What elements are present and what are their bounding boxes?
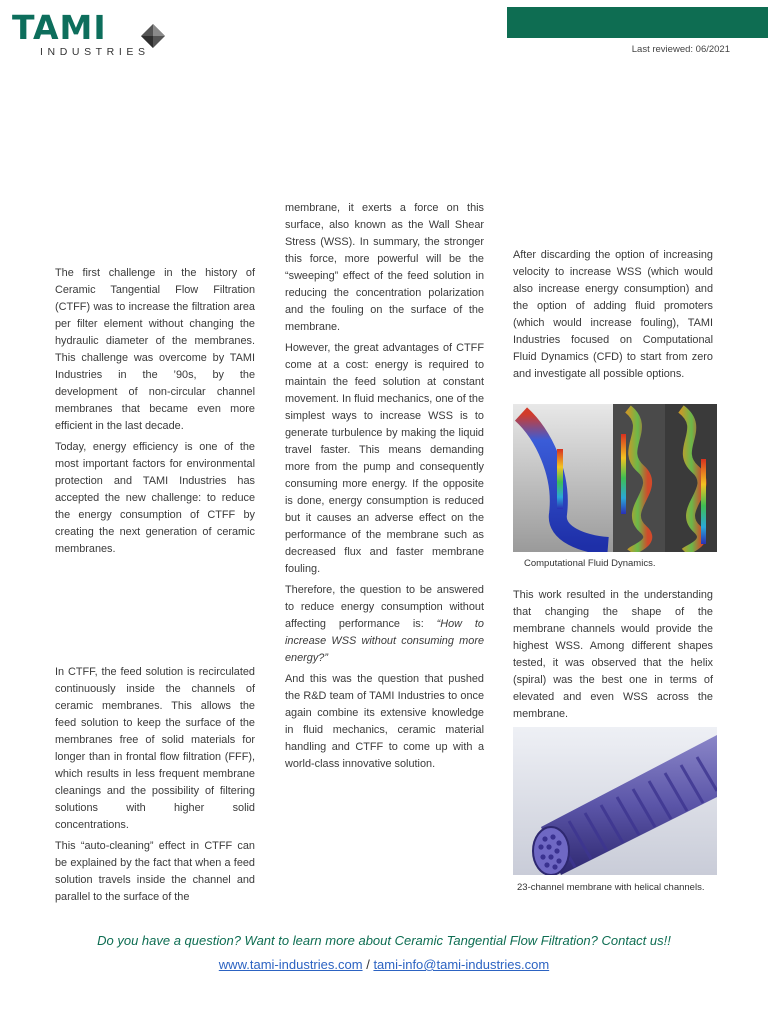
helical-membrane-image (513, 727, 717, 875)
column-3-top (513, 247, 713, 387)
logo-subtitle: INDUSTRIES (40, 46, 150, 58)
column-1-top (55, 265, 255, 562)
paragraph: This “auto-cleaning” effect in CTFF can be explained by the fact that when a feed solution travels inside the channel and parallel to the surface of the (55, 840, 255, 903)
website-link[interactable]: www.tami-industries.com (218, 957, 363, 972)
link-separator: / (366, 957, 370, 972)
cfd-simulation-image (513, 404, 717, 552)
paragraph: Today, energy efficiency is one of the most important factors for environmental protection and TAMI Industries has accepted the new challenge: to reduce the energy consumption of CTFF by creating the next generation of ceramic membranes. (55, 441, 255, 555)
paragraph: In CTFF, the feed solution is recirculated continuously inside the channels of ceramic membranes. This allows the feed solution to keep the surface of the membranes free of solid materials for longer than in frontal flow filtration (FFF), which results in less frequent membrane cleanings and the possibility of filtering solutions with higher solid concentrations. (55, 666, 255, 831)
paragraph: This work resulted in the understanding that changing the shape of the membrane channels would provide the highest WSS. Among different shapes tested, it was observed that the helix (spiral) was the best one in terms of elevated and even WSS across the membrane. (513, 589, 713, 720)
figure-caption: Computational Fluid Dynamics. (524, 558, 656, 569)
paragraph: membrane, it exerts a force on this surface, also known as the Wall Shear Stress (WSS). In summary, the stronger this force, more powerful will be the “sweeping” effect of the feed solution in reducing the concentration polarization and the fouling on the surface of the membrane. (285, 202, 484, 333)
column-1-bottom (55, 664, 255, 910)
contact-links (0, 957, 768, 972)
last-reviewed-date: Last reviewed: 06/2021 (631, 44, 730, 55)
logo-wordmark: TAMI (12, 8, 107, 47)
paragraph: The first challenge in the history of Ceramic Tangential Flow Filtration (CTFF) was to increase the filtration area per filter element without changing the hydraulic diameter of the membranes. This challenge was overcome by TAMI Industries in the ’90s, by the development of non-circular channel membranes that became even more efficient in the last decade. (55, 267, 255, 432)
email-link[interactable]: tami-info@tami-industries.com (373, 957, 550, 972)
paragraph: After discarding the option of increasing velocity to increase WSS (which would also increase energy consumption) and the option of adding fluid promoters (which would increase fouling), TAMI Industries focused on Computational Fluid Dynamics (CFD) to start from zero and investigate all possible options. (513, 249, 713, 380)
paragraph (285, 582, 484, 667)
paragraph: And this was the question that pushed the R&D team of TAMI Industries to once again combine its extensive knowledge in fluid mechanics, ceramic material handling and CTFF to come up with a world-class innovative solution. (285, 673, 484, 770)
column-2 (285, 200, 484, 777)
contact-call-to-action: Do you have a question? Want to learn more about Ceramic Tangential Flow Filtration? Contact us!! (97, 933, 671, 948)
company-logo (12, 10, 162, 58)
question-lead: Therefore, the question to be answered to reduce energy consumption without affecting performance is: (285, 584, 484, 630)
paragraph: However, the great advantages of CTFF come at a cost: energy is required to maintain the feed solution at constant movement. In fluid mechanics, one of the simplest ways to increase WSS is to generate turbulence by making the liquid travel faster. This means demanding more from the pump and consequently consuming more energy. If the opposite is done, energy consumption is reduced but it causes an adverse effect on the performance of the membrane such as decreased flux and faster membrane fouling. (285, 342, 484, 575)
figure-caption: 23-channel membrane with helical channels. (517, 882, 705, 893)
question-quote: “How to increase WSS without consuming more energy?” (285, 618, 484, 664)
header-accent-bar (507, 7, 768, 38)
column-3-bottom (513, 587, 713, 727)
